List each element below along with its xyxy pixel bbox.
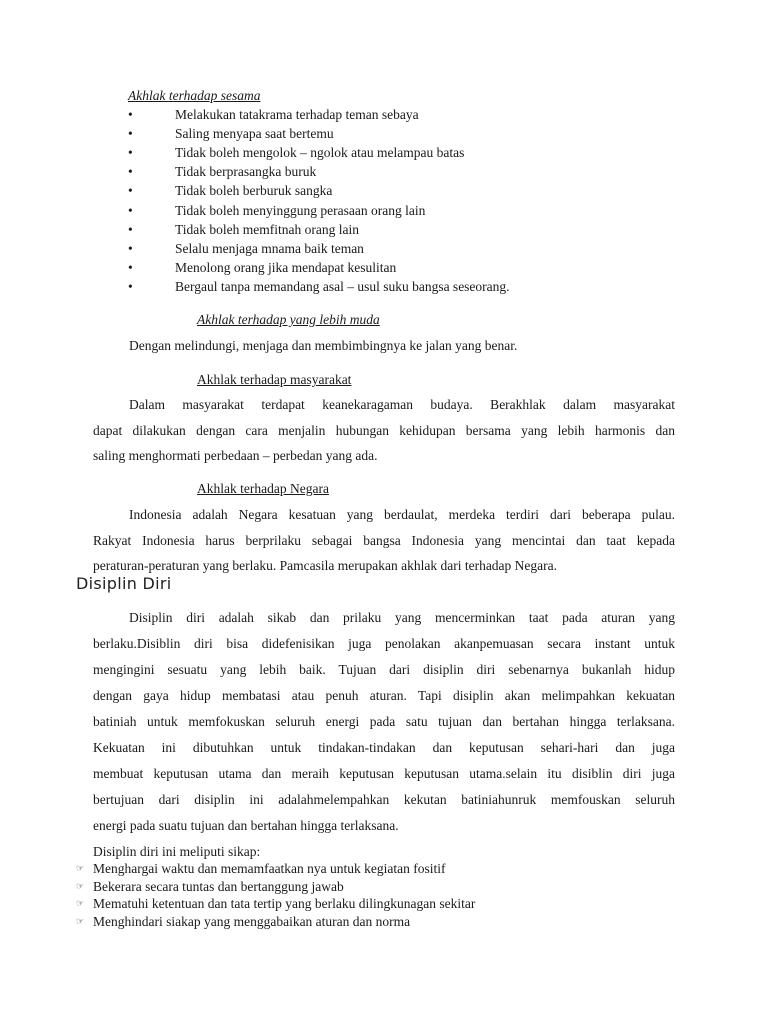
bullet-icon: • — [128, 107, 133, 122]
list-item-text: Tidak boleh menyinggung perasaan orang lain — [175, 202, 426, 218]
bullet-icon: • — [128, 126, 133, 142]
list-item-text: Bergaul tanpa memandang asal – usul suku bangsa seseorang. — [175, 278, 510, 294]
pointing-hand-icon: ☞ — [76, 863, 85, 873]
disiplin-line: dengan gaya hidup membatasi atau penuh aturan. Tapi disiplin akan melimpahkan kekuatan — [93, 688, 675, 703]
bullet-icon: • — [128, 278, 133, 294]
masyarakat-line: saling menghormati perbedaan – perbedan yang ada. — [93, 448, 378, 464]
heading-sesama: Akhlak terhadap sesama — [128, 88, 261, 103]
muda-text: Dengan melindungi, menjaga dan membimbingnya ke jalan yang benar. — [129, 338, 518, 353]
pointing-hand-icon: ☞ — [76, 880, 85, 891]
disiplin-line: Disiplin diri adalah sikab dan prilaku yang mencerminkan taat pada aturan yang — [129, 610, 675, 625]
disiplin-paragraph — [93, 605, 675, 839]
bullet-icon: • — [128, 145, 133, 161]
disiplin-line: bertujuan dari disiplin ini adalahmelempahkan kekutan batiniahunruk memfouskan seluruh — [93, 792, 675, 807]
sikap-intro: Disiplin diri ini meliputi sikap: — [93, 844, 261, 859]
masyarakat-paragraph — [93, 392, 675, 469]
bullet-icon: • — [128, 164, 133, 180]
negara-line: Indonesia adalah Negara kesatuan yang berdaulat, merdeka terdiri dari beberapa pulau. — [129, 507, 675, 522]
list-item-text: Melakukan tatakrama terhadap teman sebaya — [175, 107, 419, 122]
disiplin-line: berlaku.Disiblin diri bisa didefenisikan juga penolakan akanpemuasan secara instant untuk — [93, 636, 675, 651]
pointing-hand-icon: ☞ — [76, 915, 85, 926]
section-title-disiplin: Disiplin Diri — [76, 574, 172, 593]
negara-line: peraturan-peraturan yang berlaku. Pamcasila merupakan akhlak dari terhadap Negara. — [93, 558, 558, 574]
negara-line: Rakyat Indonesia harus berprilaku sebagai bangsa Indonesia yang mencintai dan taat kepada — [93, 532, 675, 548]
list-item-text: Tidak boleh memfitnah orang lain — [175, 221, 359, 237]
bullet-icon: • — [128, 240, 133, 256]
bullet-icon: • — [128, 221, 133, 237]
heading-masyarakat: Akhlak terhadap masyarakat — [197, 372, 352, 387]
list-item-text: Tidak boleh berburuk sangka — [175, 183, 333, 199]
list-item-text: Selalu menjaga mnama baik teman — [175, 240, 364, 256]
bullet-icon: • — [128, 202, 133, 218]
disiplin-line: Kekuatan ini dibutuhkan untuk tindakan-tindakan dan keputusan sehari-hari dan juga — [93, 740, 675, 755]
list-item-text: Bekerara secara tuntas dan bertanggung jawab — [93, 878, 344, 894]
list-item-text: Menghindari siakap yang menggabaikan aturan dan norma — [93, 913, 411, 929]
list-item-text: Saling menyapa saat bertemu — [175, 126, 334, 142]
list-item-text: Tidak berprasangka buruk — [175, 164, 317, 180]
list-item-text: Tidak boleh mengolok – ngolok atau melampau batas — [175, 145, 465, 161]
bullet-icon: • — [128, 183, 133, 199]
negara-paragraph — [93, 502, 675, 579]
bullet-icon: • — [128, 259, 133, 275]
disiplin-line: mengingini sesuatu yang lebih baik. Tujuan dari disiplin diri sebenarnya bukanlah hidup — [93, 662, 675, 677]
disiplin-line: energi pada suatu tujuan dan bertahan hingga terlaksana. — [93, 818, 399, 833]
list-item-text: Menolong orang jika mendapat kesulitan — [175, 259, 397, 275]
disiplin-line: membuat keputusan utama dan meraih keputusan keputusan utama.selain itu disiblin diri juga — [93, 766, 675, 781]
heading-muda: Akhlak terhadap yang lebih muda — [197, 312, 380, 327]
disiplin-line: batiniah untuk memfokuskan seluruh energi pada satu tujuan dan bertahan hingga terlaksana. — [93, 714, 675, 729]
list-item-text: Menghargai waktu dan memamfaatkan nya untuk kegiatan fositif — [93, 861, 446, 876]
heading-negara: Akhlak terhadap Negara — [197, 481, 329, 496]
list-item-text: Mematuhi ketentuan dan tata tertip yang berlaku dilingkunagan sekitar — [93, 896, 476, 911]
masyarakat-line: Dalam masyarakat terdapat keanekaragaman budaya. Berakhlak dalam masyarakat — [129, 397, 675, 412]
masyarakat-line: dapat dilakukan dengan cara menjalin hubungan kehidupan bersama yang lebih harmonis dan — [93, 422, 675, 438]
pointing-hand-icon: ☞ — [76, 898, 85, 908]
